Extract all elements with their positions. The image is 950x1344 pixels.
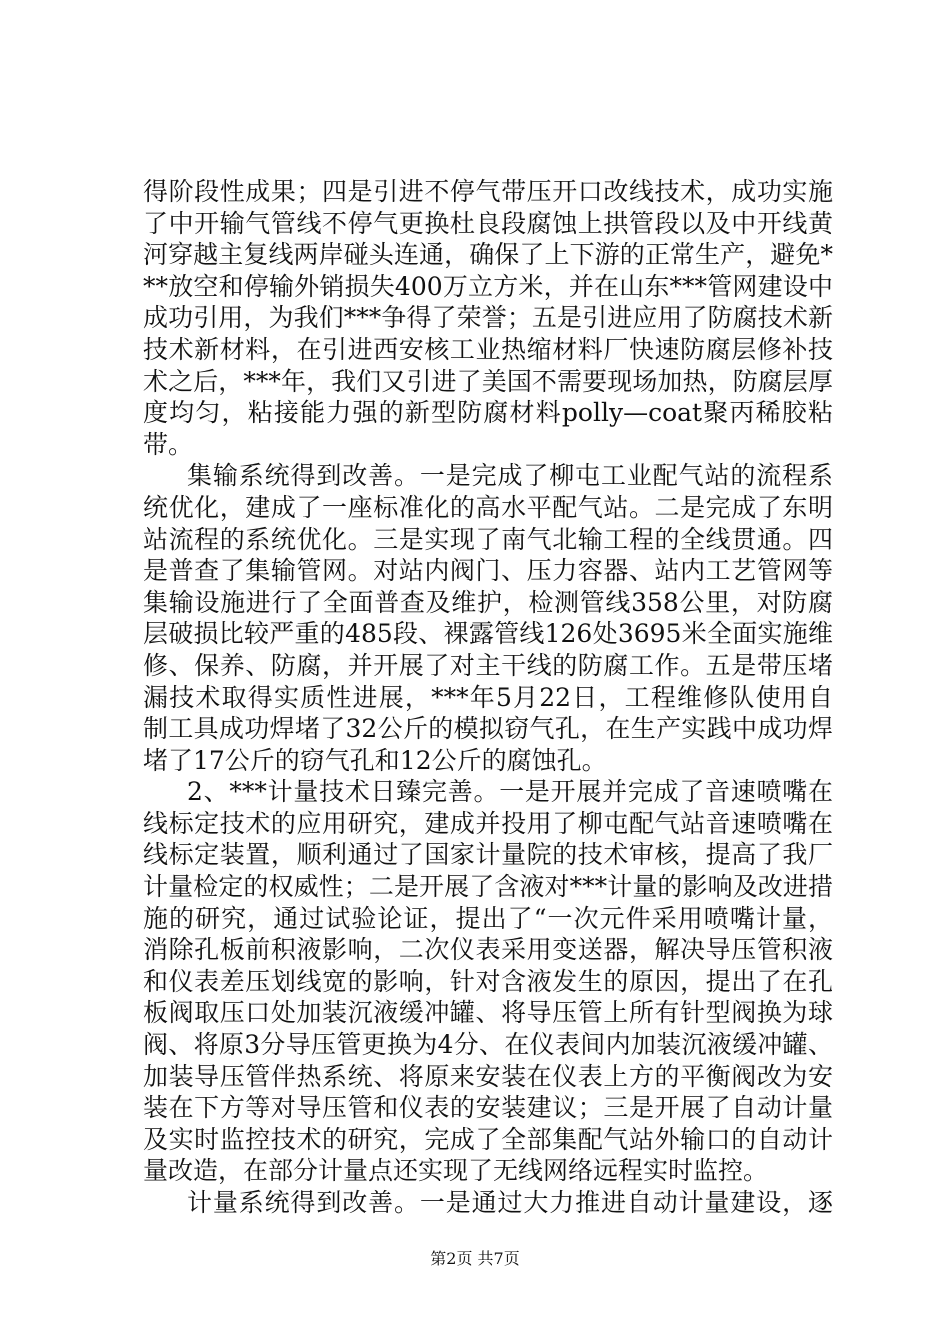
- text-line: 带。: [143, 430, 194, 459]
- text-line: 及实时监控技术的研究，完成了全部集配气站外输口的自动计: [143, 1125, 833, 1154]
- text-line: 了中开输气管线不停气更换杜良段腐蚀上拱管段以及中开线黄: [143, 209, 833, 238]
- text-line: 度均匀，粘接能力强的新型防腐材料polly—coat聚丙稀胶粘: [143, 398, 833, 427]
- text-line: 计量系统得到改善。一是通过大力推进自动计量建设，逐: [187, 1188, 833, 1217]
- text-line: 和仪表差压划线宽的影响，针对含液发生的原因，提出了在孔: [143, 967, 833, 996]
- text-line: 施的研究，通过试验论证，提出了“一次元件采用喷嘴计量，: [143, 904, 833, 933]
- text-line: 层破损比较严重的485段、裸露管线126处3695米全面实施维: [143, 619, 833, 648]
- text-line: 2、***计量技术日臻完善。一是开展并完成了音速喷嘴在: [187, 777, 833, 806]
- text-line: 集输系统得到改善。一是完成了柳屯工业配气站的流程系: [187, 461, 833, 490]
- text-line: 阀、将原3分导压管更换为4分、在仪表间内加装沉液缓冲罐、: [143, 1030, 833, 1059]
- text-line: 成功引用，为我们***争得了荣誉；五是引进应用了防腐技术新: [143, 303, 833, 332]
- text-line: 统优化，建成了一座标准化的高水平配气站。二是完成了东明: [143, 493, 833, 522]
- text-line: 消除孔板前积液影响，二次仪表采用变送器，解决导压管积液: [143, 935, 833, 964]
- text-line: 修、保养、防腐，并开展了对主干线的防腐工作。五是带压堵: [143, 651, 833, 680]
- text-line: 加装导压管伴热系统、将原来安装在仪表上方的平衡阀改为安: [143, 1062, 833, 1091]
- text-line: 术之后，***年，我们又引进了美国不需要现场加热，防腐层厚: [143, 367, 833, 396]
- text-line: 线标定装置，顺利通过了国家计量院的技术审核，提高了我厂: [143, 840, 833, 869]
- text-line: 板阀取压口处加装沉液缓冲罐、将导压管上所有针型阀换为球: [143, 998, 833, 1027]
- text-line: 得阶段性成果；四是引进不停气带压开口改线技术，成功实施: [143, 177, 833, 206]
- text-line: 技术新材料，在引进西安核工业热缩材料厂快速防腐层修补技: [143, 335, 833, 364]
- text-line: **放空和停输外销损失400万立方米，并在山东***管网建设中: [143, 272, 833, 301]
- text-line: 装在下方等对导压管和仪表的安装建议；三是开展了自动计量: [143, 1093, 833, 1122]
- text-line: 站流程的系统优化。三是实现了南气北输工程的全线贯通。四: [143, 525, 833, 554]
- text-line: 制工具成功焊堵了32公斤的模拟窃气孔，在生产实践中成功焊: [143, 714, 833, 743]
- text-line: 堵了17公斤的窃气孔和12公斤的腐蚀孔。: [143, 746, 607, 775]
- text-line: 是普查了集输管网。对站内阀门、压力容器、站内工艺管网等: [143, 556, 833, 585]
- page-footer: 第2页 共7页: [430, 1249, 520, 1268]
- text-line: 集输设施进行了全面普查及维护，检测管线358公里，对防腐: [143, 588, 833, 617]
- text-line: 漏技术取得实质性进展，***年5月22日，工程维修队使用自: [143, 683, 833, 712]
- text-line: 量改造，在部分计量点还实现了无线网络远程实时监控。: [143, 1156, 769, 1185]
- text-line: 线标定技术的应用研究，建成并投用了柳屯配气站音速喷嘴在: [143, 809, 833, 838]
- text-line: 计量检定的权威性；二是开展了含液对***计量的影响及改进措: [143, 872, 833, 901]
- text-line: 河穿越主复线两岸碰头连通，确保了上下游的正常生产，避免*: [143, 240, 833, 269]
